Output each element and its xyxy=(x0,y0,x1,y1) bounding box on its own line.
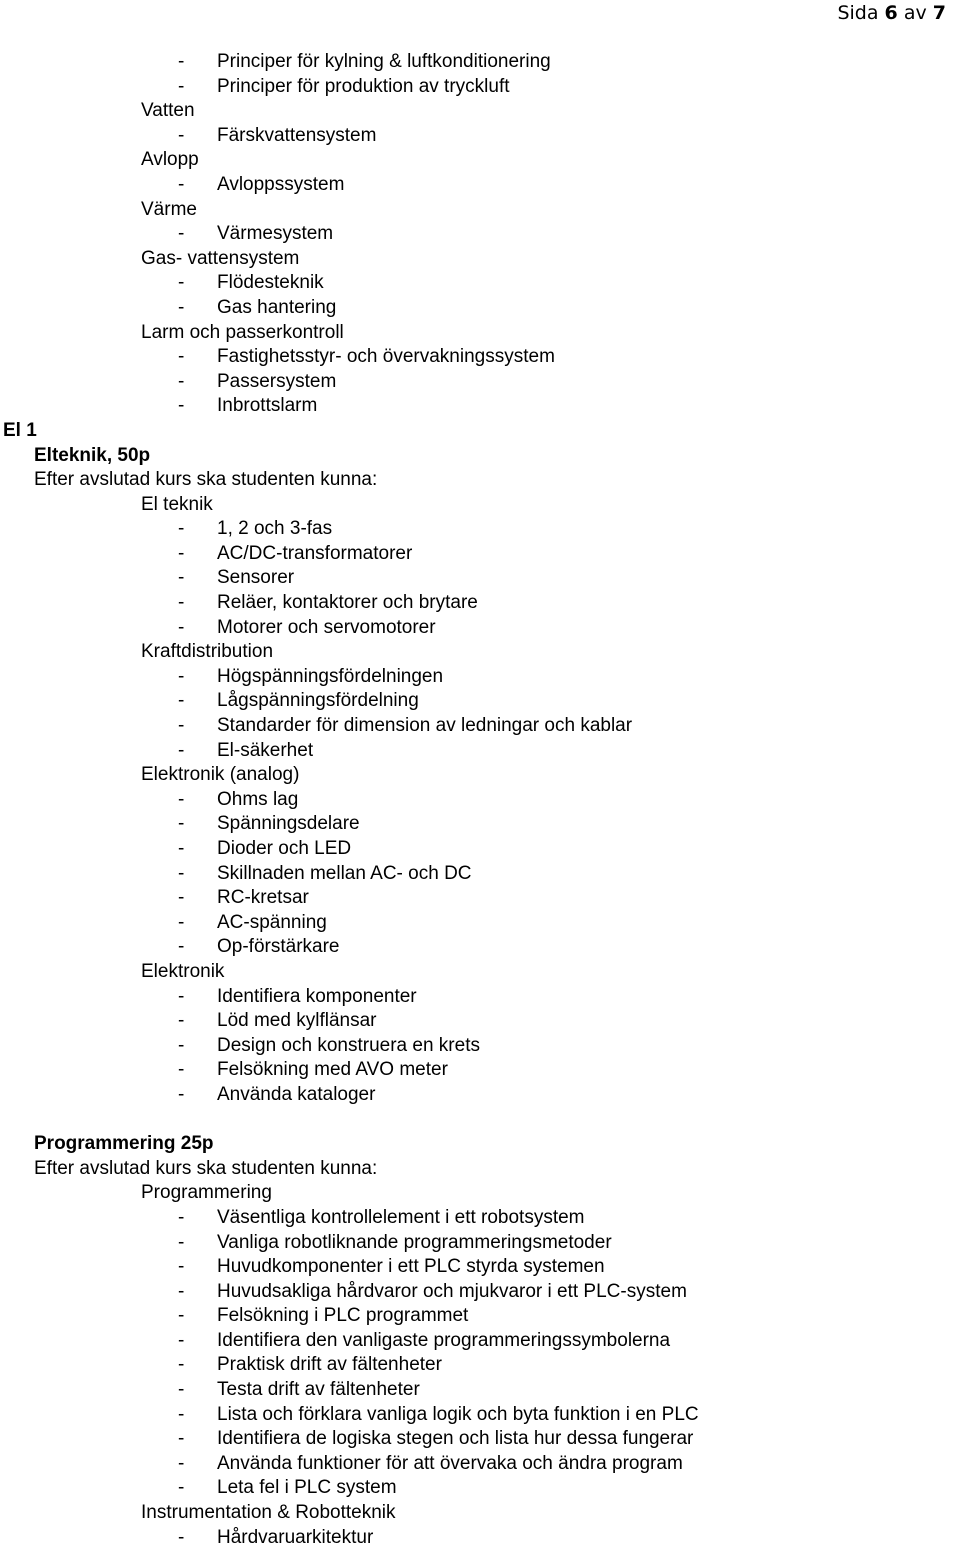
page-number-header xyxy=(837,2,946,24)
list-item: - Reläer, kontaktorer och brytare xyxy=(178,592,478,614)
list-item: - Flödesteknik xyxy=(178,272,324,294)
top-items-section xyxy=(0,50,960,99)
topic-heading: Programmering xyxy=(141,1182,272,1204)
page-sep: av xyxy=(903,2,927,24)
list-item: - AC/DC-transformatorer xyxy=(178,542,413,564)
list-item: - Ohms lag xyxy=(178,788,299,810)
prog-course-section xyxy=(0,1132,960,1550)
list-item: - Praktisk drift av fältenheter xyxy=(178,1354,442,1376)
topic-heading: Larm och passerkontroll xyxy=(141,321,344,343)
topic-heading: Värme xyxy=(141,198,197,220)
facility-systems-section xyxy=(0,99,960,419)
document-body xyxy=(0,50,960,1550)
list-item: - Identifiera den vanligaste programmeringssymbolerna xyxy=(178,1329,671,1351)
list-item: - Felsökning med AVO meter xyxy=(178,1059,448,1081)
list-item: - Testa drift av fältenheter xyxy=(178,1379,420,1401)
list-item: - Op-förstärkare xyxy=(178,936,340,958)
list-item: - Sensorer xyxy=(178,567,295,589)
el-course-section xyxy=(0,419,960,1108)
list-item: - Gas hantering xyxy=(178,296,337,318)
list-item: - Dioder och LED xyxy=(178,838,352,859)
topic-heading: El teknik xyxy=(141,493,213,515)
list-item: - Principer för produktion av tryckluft xyxy=(178,75,510,97)
section-gap xyxy=(0,1108,960,1133)
list-item: - Huvudkomponenter i ett PLC styrda systemen xyxy=(178,1256,605,1278)
list-item: - Passersystem xyxy=(178,370,337,392)
list-item: - 1, 2 och 3-fas xyxy=(178,518,333,540)
list-item: - Vanliga robotliknande programmeringsmetoder xyxy=(178,1231,612,1253)
list-item: - RC-kretsar xyxy=(178,887,309,909)
course-topics xyxy=(0,1181,960,1550)
course-code: El 1 xyxy=(3,419,37,441)
list-item: - Design och konstruera en krets xyxy=(178,1034,480,1056)
list-item: - Använda kataloger xyxy=(178,1083,376,1105)
course-intro: Efter avslutad kurs ska studenten kunna: xyxy=(34,1157,378,1179)
list-item: - Identifiera komponenter xyxy=(178,985,417,1007)
topic-heading: Gas- vattensystem xyxy=(141,247,300,269)
list-item: - Högspänningsfördelningen xyxy=(178,665,444,687)
list-item: - Inbrottslarm xyxy=(178,395,318,417)
list-item: - Standarder för dimension av ledningar och kablar xyxy=(178,715,633,737)
list-item: - Skillnaden mellan AC- och DC xyxy=(178,862,472,884)
list-item: - Identifiera de logiska stegen och lista hur dessa fungerar xyxy=(178,1428,694,1450)
list-item: - Felsökning i PLC programmet xyxy=(178,1305,469,1327)
topic-heading: Instrumentation & Robotteknik xyxy=(141,1502,396,1524)
list-item: - Värmesystem xyxy=(178,223,334,245)
total-pages: 7 xyxy=(932,2,946,24)
list-item: - AC-spänning xyxy=(178,911,327,933)
topic-heading: Avlopp xyxy=(141,149,199,171)
list-item: - Motorer och servomotorer xyxy=(178,616,436,638)
list-item: - Principer för kylning & luftkonditionering xyxy=(178,51,551,72)
list-item: - Huvudsakliga hårdvaror och mjukvaror i ett PLC-system xyxy=(178,1280,687,1302)
topic-heading: Elektronik (analog) xyxy=(141,764,300,786)
current-page: 6 xyxy=(884,2,898,24)
course-title: Elteknik, 50p xyxy=(34,444,151,466)
topic-heading: Kraftdistribution xyxy=(141,641,274,663)
page-label: Sida xyxy=(837,2,879,24)
list-item: - Löd med kylflänsar xyxy=(178,1010,377,1032)
topic-heading: Elektronik xyxy=(141,960,225,982)
course-title: Programmering 25p xyxy=(34,1133,214,1155)
course-intro: Efter avslutad kurs ska studenten kunna: xyxy=(34,469,378,491)
list-item: - Fastighetsstyr- och övervakningssystem xyxy=(178,346,555,368)
list-item: - Avloppssystem xyxy=(178,173,345,195)
list-item: - Spänningsdelare xyxy=(178,813,360,835)
list-item: - Använda funktioner för att övervaka och ändra program xyxy=(178,1452,683,1474)
list-item: - Lågspänningsfördelning xyxy=(178,690,419,712)
list-item: - El-säkerhet xyxy=(178,739,314,761)
list-item: - Lista och förklara vanliga logik och byta funktion i en PLC xyxy=(178,1403,699,1425)
list-item: - Väsentliga kontrollelement i ett robotsystem xyxy=(178,1206,585,1228)
course-topics xyxy=(0,493,960,1108)
topic-heading: Vatten xyxy=(141,100,195,122)
list-item: - Leta fel i PLC system xyxy=(178,1477,397,1499)
list-item: - Hårdvaruarkitektur xyxy=(178,1526,374,1548)
list-item: - Färskvattensystem xyxy=(178,124,377,146)
